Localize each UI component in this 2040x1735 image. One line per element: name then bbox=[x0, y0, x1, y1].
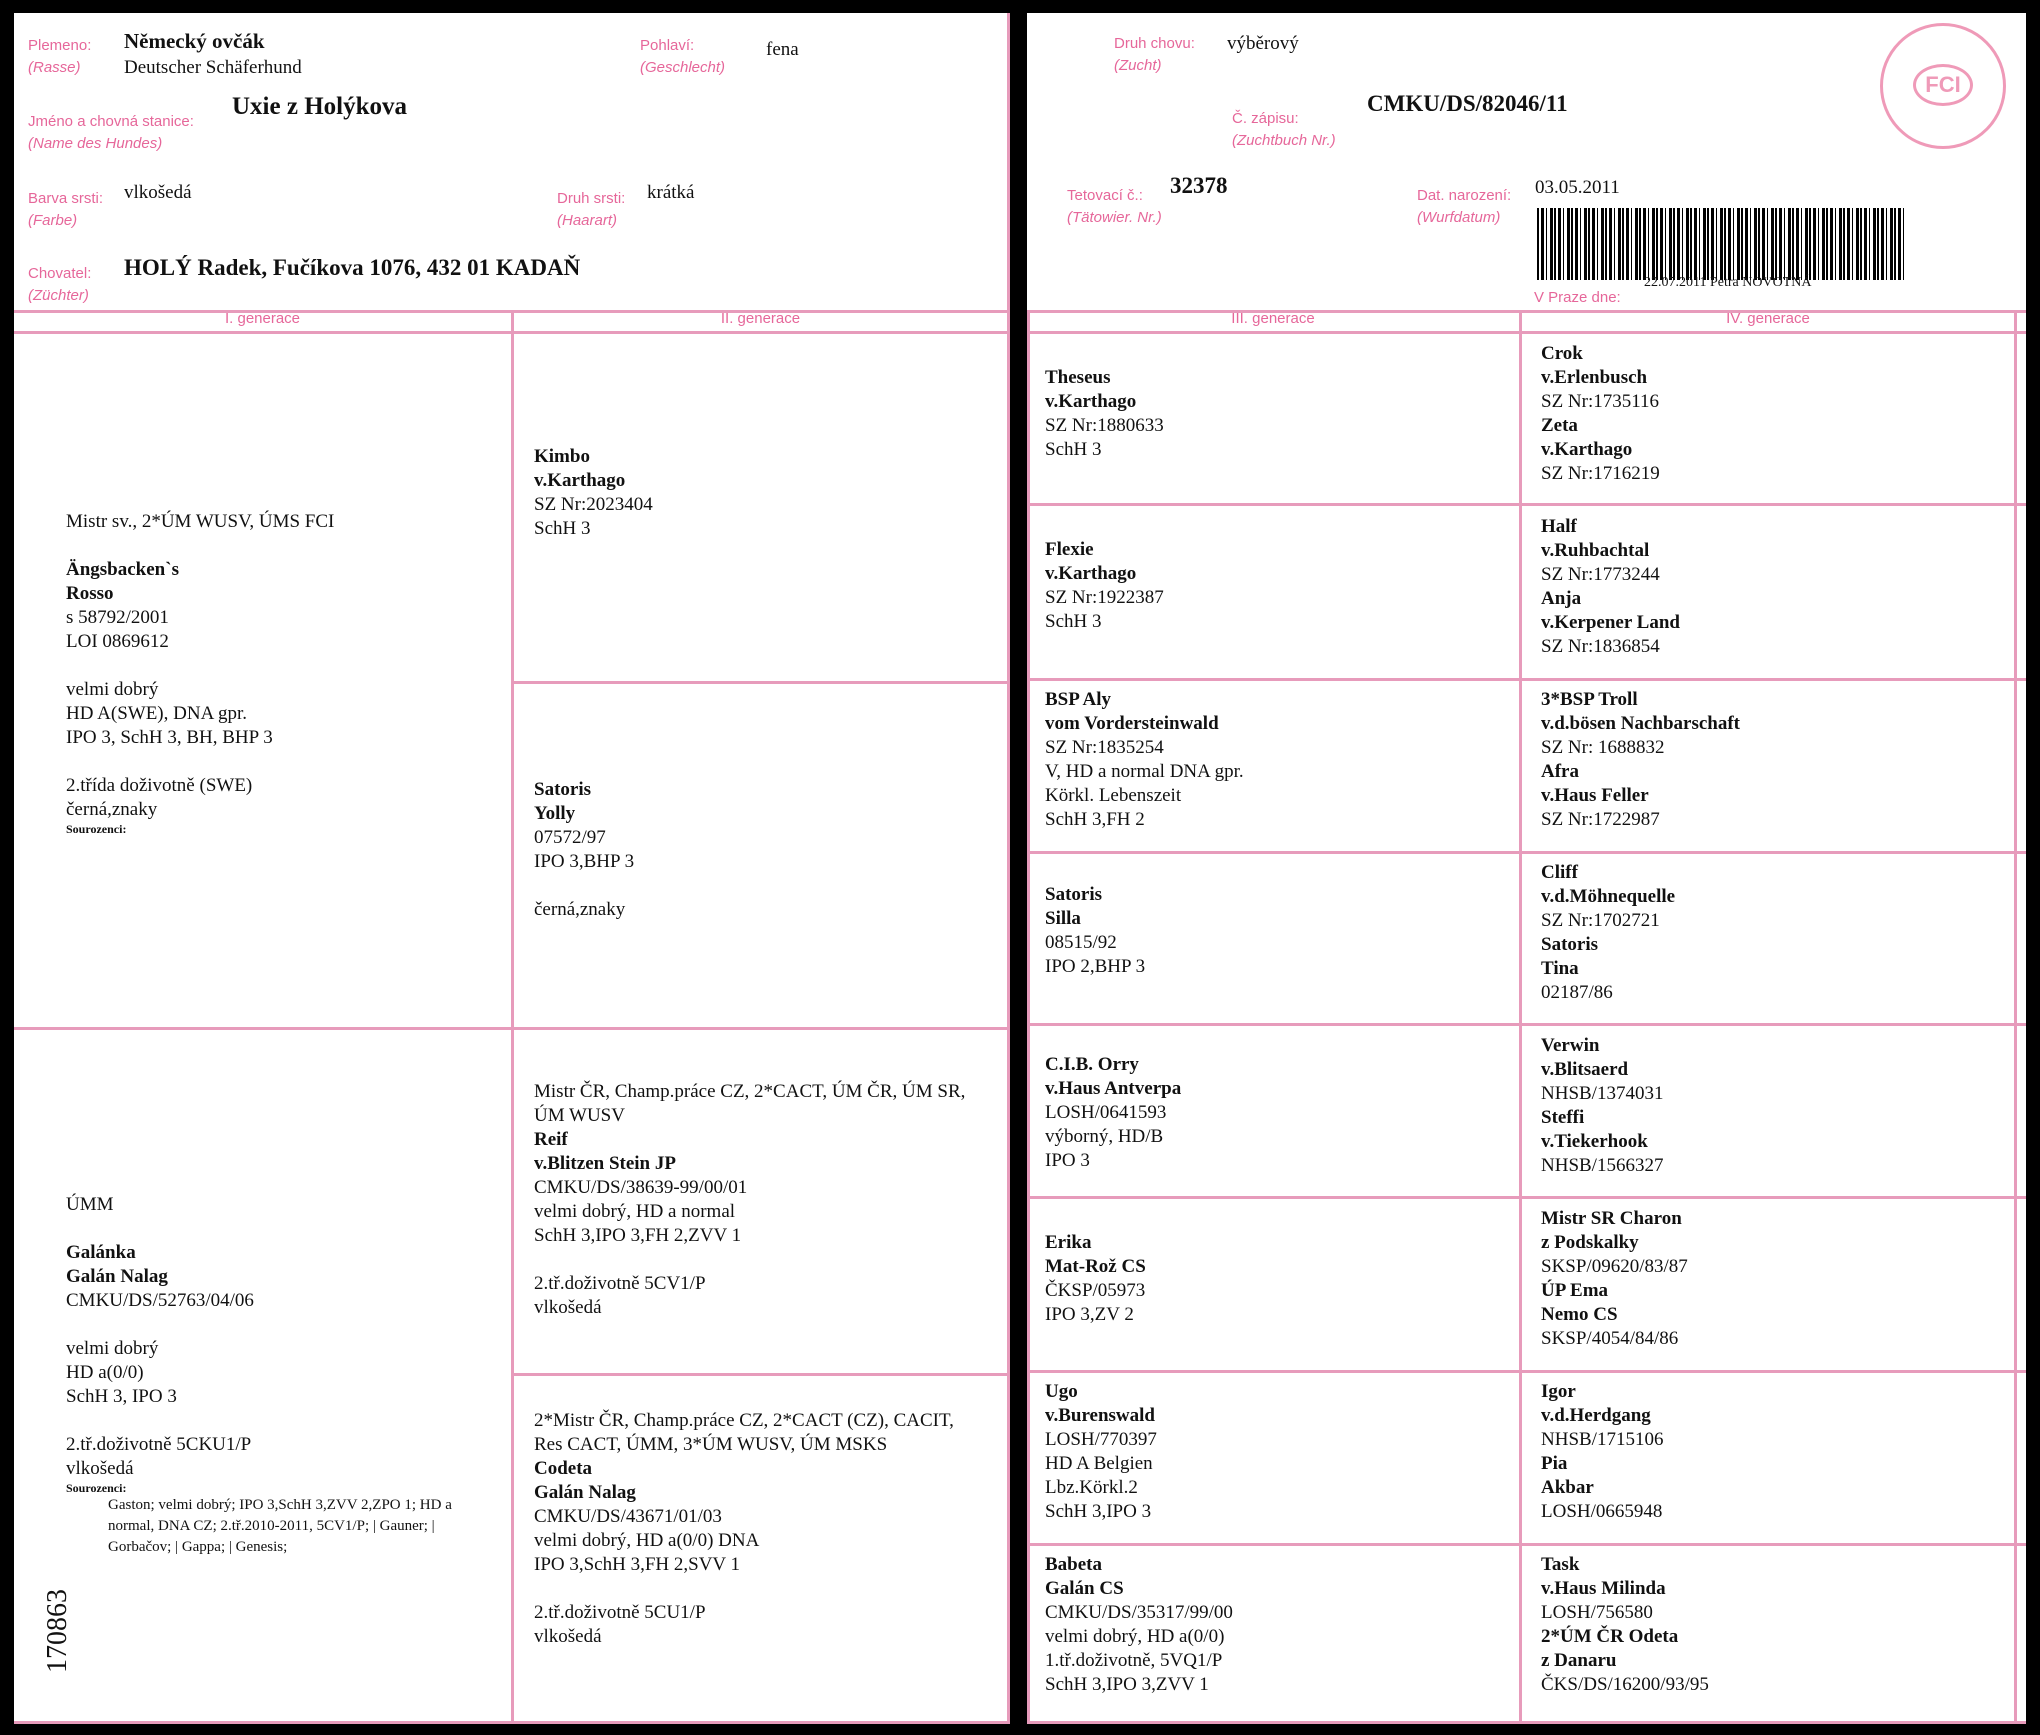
g2-line: 2.tř.doživotně 5CV1/P bbox=[534, 1273, 706, 1294]
g2-line: SchH 3 bbox=[534, 518, 591, 539]
g2-line: Yolly bbox=[534, 803, 576, 824]
registration-number: 170863 bbox=[42, 1589, 73, 1673]
jmeno-label: Jméno a chovná stanice: (Name des Hundes) bbox=[28, 113, 194, 152]
sire-title: Mistr sv., 2*ÚM WUSV, ÚMS FCI bbox=[66, 511, 335, 532]
g4-line: SZ Nr:1836854 bbox=[1541, 636, 1660, 657]
divider bbox=[1519, 310, 1522, 1724]
g3-line: Körkl. Lebenszeit bbox=[1045, 785, 1182, 806]
g3-line: LOSH/0641593 bbox=[1045, 1102, 1167, 1123]
pedigree-right-page bbox=[1027, 13, 2026, 1724]
g4-line: v.Haus Milinda bbox=[1541, 1578, 1666, 1599]
narozeni-label: Dat. narození: (Wurfdatum) bbox=[1417, 187, 1512, 226]
g3-line: SchH 3 bbox=[1045, 611, 1102, 632]
g4-line: v.Kerpener Land bbox=[1541, 612, 1680, 633]
g4-line: NHSB/1715106 bbox=[1541, 1429, 1664, 1450]
g3-line: SchH 3,FH 2 bbox=[1045, 809, 1145, 830]
g3-line: SchH 3,IPO 3,ZVV 1 bbox=[1045, 1674, 1209, 1695]
g4-line: LOSH/756580 bbox=[1541, 1602, 1653, 1623]
g4-line: Zeta bbox=[1541, 415, 1578, 436]
g4-line: NHSB/1374031 bbox=[1541, 1083, 1664, 1104]
gen-header-1: I. generace bbox=[224, 310, 301, 327]
g4-cell-3 bbox=[1541, 688, 2001, 832]
divider bbox=[1007, 13, 1010, 1724]
g2-line: velmi dobrý, HD a(0/0) DNA bbox=[534, 1530, 760, 1551]
sire-kennel: Ängsbacken`s bbox=[66, 559, 179, 580]
dog-name: Uxie z Holýkova bbox=[232, 93, 407, 120]
g2-line: vlkošedá bbox=[534, 1626, 602, 1647]
divider bbox=[1027, 503, 2026, 506]
g4-line: Afra bbox=[1541, 761, 1579, 782]
g4-line: SZ Nr:1773244 bbox=[1541, 564, 1660, 585]
g2-line: v.Blitzen Stein JP bbox=[534, 1153, 676, 1174]
breeding-type-value: výběrový bbox=[1227, 33, 1299, 54]
divider bbox=[1027, 1721, 2026, 1724]
g4-line: v.d.bösen Nachbarschaft bbox=[1541, 713, 1740, 734]
g4-line: Verwin bbox=[1541, 1035, 1600, 1056]
dam-kennel: Galánka bbox=[66, 1242, 136, 1263]
g4-line: LOSH/0665948 bbox=[1541, 1501, 1663, 1522]
color-value: vlkošedá bbox=[124, 182, 192, 203]
sire-cell bbox=[66, 510, 496, 836]
g3-line: v.Haus Antverpa bbox=[1045, 1078, 1182, 1099]
gen-header-4: IV. generace bbox=[1726, 310, 1810, 327]
g3-line: v.Karthago bbox=[1045, 391, 1137, 412]
g2-line: v.Karthago bbox=[534, 470, 626, 491]
g4-line: v.d.Herdgang bbox=[1541, 1405, 1651, 1426]
studbook-number: CMKU/DS/82046/11 bbox=[1367, 91, 1568, 116]
breeder-value: HOLÝ Radek, Fučíkova 1076, 432 01 KADAŇ bbox=[124, 255, 581, 280]
g3-cell-7 bbox=[1045, 1380, 1505, 1524]
g3-line: SchH 3,IPO 3 bbox=[1045, 1501, 1152, 1522]
dam-color: vlkošedá bbox=[66, 1458, 134, 1479]
chovatel-label: Chovatel: (Züchter) bbox=[28, 265, 92, 304]
g3-line: vom Vordersteinwald bbox=[1045, 713, 1219, 734]
g3-line: SZ Nr:1922387 bbox=[1045, 587, 1164, 608]
plemeno-label: Plemeno: (Rasse) bbox=[28, 37, 92, 76]
g3-line: Ugo bbox=[1045, 1381, 1078, 1402]
g4-line: ČKS/DS/16200/93/95 bbox=[1541, 1674, 1709, 1695]
g3-line: C.I.B. Orry bbox=[1045, 1054, 1139, 1075]
g2-line: SchH 3,IPO 3,FH 2,ZVV 1 bbox=[534, 1225, 742, 1246]
g4-line: v.Erlenbusch bbox=[1541, 367, 1648, 388]
g4-line: Steffi bbox=[1541, 1107, 1585, 1128]
sire-class: 2.třída doživotně (SWE) bbox=[66, 775, 253, 796]
g3-line: Satoris bbox=[1045, 884, 1102, 905]
druh-srsti-label: Druh srsti: (Haarart) bbox=[557, 190, 626, 229]
g4-line: Akbar bbox=[1541, 1477, 1594, 1498]
g4-cell-2 bbox=[1541, 515, 2001, 659]
g2-line: Kimbo bbox=[534, 446, 590, 467]
g2-line: vlkošedá bbox=[534, 1297, 602, 1318]
g2-line: IPO 3,BHP 3 bbox=[534, 851, 635, 872]
g4-line: SZ Nr: 1688832 bbox=[1541, 737, 1665, 758]
g4-line: 3*BSP Troll bbox=[1541, 689, 1638, 710]
g2-line: IPO 3,SchH 3,FH 2,SVV 1 bbox=[534, 1554, 741, 1575]
sire-grade: velmi dobrý bbox=[66, 679, 159, 700]
g4-line: Half bbox=[1541, 516, 1577, 537]
g2-line: 07572/97 bbox=[534, 827, 606, 848]
g4-line: Pia bbox=[1541, 1453, 1568, 1474]
g3-line: Lbz.Körkl.2 bbox=[1045, 1477, 1138, 1498]
siblings-label: Sourozenci: bbox=[66, 822, 127, 836]
g3-line: Mat-Rož CS bbox=[1045, 1256, 1146, 1277]
g4-line: Task bbox=[1541, 1554, 1580, 1575]
g4-line: Mistr SR Charon bbox=[1541, 1208, 1682, 1229]
g4-line: Igor bbox=[1541, 1381, 1576, 1402]
g3-line: ČKSP/05973 bbox=[1045, 1280, 1146, 1301]
g4-line: v.Blitsaerd bbox=[1541, 1059, 1629, 1080]
g2-line bbox=[534, 1577, 974, 1601]
g3-cell-3 bbox=[1045, 688, 1505, 832]
g2-line: 2.tř.doživotně 5CU1/P bbox=[534, 1602, 706, 1623]
g3-line: 1.tř.doživotně, 5VQ1/P bbox=[1045, 1650, 1223, 1671]
g3-line: v.Karthago bbox=[1045, 563, 1137, 584]
siblings-label: Sourozenci: bbox=[66, 1481, 127, 1495]
g2-line: Reif bbox=[534, 1129, 568, 1150]
breed-value-de: Deutscher Schäferhund bbox=[124, 57, 302, 78]
g3-cell-8 bbox=[1045, 1553, 1505, 1697]
divider bbox=[2014, 310, 2017, 1724]
g4-line: Nemo CS bbox=[1541, 1304, 1618, 1325]
g4-cell-7 bbox=[1541, 1380, 2001, 1524]
g4-line: SZ Nr:1735116 bbox=[1541, 391, 1660, 412]
g3-line: BSP Aly bbox=[1045, 689, 1111, 710]
g2-line bbox=[534, 874, 994, 898]
pohlavi-label: Pohlaví: (Geschlecht) bbox=[640, 37, 726, 76]
g2-cell-1 bbox=[534, 445, 994, 541]
g3-line: IPO 3,ZV 2 bbox=[1045, 1304, 1134, 1325]
g4-line: SZ Nr:1722987 bbox=[1541, 809, 1660, 830]
g3-line: výborný, HD/B bbox=[1045, 1126, 1164, 1147]
dam-reg: CMKU/DS/52763/04/06 bbox=[66, 1290, 254, 1311]
g3-line: CMKU/DS/35317/99/00 bbox=[1045, 1602, 1233, 1623]
g3-line: Erika bbox=[1045, 1232, 1092, 1253]
gen-header-2: II. generace bbox=[720, 310, 801, 327]
g3-line: Galán CS bbox=[1045, 1578, 1124, 1599]
fci-logo: FCI bbox=[1913, 64, 1973, 106]
g4-line: z Danaru bbox=[1541, 1650, 1617, 1671]
g3-cell-2 bbox=[1045, 538, 1505, 634]
tetovaci-label: Tetovací č.: (Tätowier. Nr.) bbox=[1067, 187, 1162, 226]
g3-line: IPO 3 bbox=[1045, 1150, 1090, 1171]
g2-line: SZ Nr:2023404 bbox=[534, 494, 653, 515]
sire-reg: s 58792/2001 bbox=[66, 607, 169, 628]
gen-header-3: III. generace bbox=[1231, 310, 1315, 327]
g3-line: Babeta bbox=[1045, 1554, 1102, 1575]
g3-line: SZ Nr:1835254 bbox=[1045, 737, 1164, 758]
g4-line: z Podskalky bbox=[1541, 1232, 1639, 1253]
g4-line: Anja bbox=[1541, 588, 1582, 609]
divider bbox=[511, 1373, 1010, 1376]
g3-line: IPO 2,BHP 3 bbox=[1045, 956, 1146, 977]
sex-value: fena bbox=[766, 39, 799, 60]
g4-line: Crok bbox=[1541, 343, 1583, 364]
g3-line: velmi dobrý, HD a(0/0) bbox=[1045, 1626, 1225, 1647]
dam-health: HD a(0/0) bbox=[66, 1362, 144, 1383]
g3-line: 08515/92 bbox=[1045, 932, 1117, 953]
g4-line: 2*ÚM ČR Odeta bbox=[1541, 1626, 1679, 1647]
druh-chovu-label: Druh chovu: (Zucht) bbox=[1114, 35, 1195, 74]
g4-line: Satoris bbox=[1541, 934, 1598, 955]
barva-label: Barva srsti: (Farbe) bbox=[28, 190, 104, 229]
g4-line: v.Tiekerhook bbox=[1541, 1131, 1648, 1152]
dam-cell bbox=[66, 1193, 496, 1558]
g3-cell-5 bbox=[1045, 1053, 1505, 1173]
coat-value: krátká bbox=[647, 182, 695, 203]
g4-cell-4 bbox=[1541, 861, 2001, 1005]
divider bbox=[1027, 1023, 2026, 1026]
dam-siblings: Gaston; velmi dobrý; IPO 3,SchH 3,ZVV 2,ZPO 1; HD a normal, DNA CZ; 2.tř.2010-2011, 5CV1/P; | Gauner; | Gorbačov; | Gappa; | Genesis; bbox=[108, 1497, 452, 1555]
g4-line: SZ Nr:1702721 bbox=[1541, 910, 1660, 931]
barcode bbox=[1537, 208, 1907, 280]
g2-line: Galán Nalag bbox=[534, 1482, 636, 1503]
dam-title: ÚMM bbox=[66, 1194, 114, 1215]
g4-cell-6 bbox=[1541, 1207, 2001, 1351]
divider bbox=[511, 310, 514, 1724]
g4-line: ÚP Ema bbox=[1541, 1280, 1609, 1301]
divider bbox=[1027, 1543, 2026, 1546]
fci-stamp bbox=[1880, 23, 2006, 149]
g4-cell-5 bbox=[1541, 1034, 2001, 1178]
g2-cell-4 bbox=[534, 1409, 974, 1649]
g2-line: CMKU/DS/43671/01/03 bbox=[534, 1506, 722, 1527]
g4-line: SKSP/09620/83/87 bbox=[1541, 1256, 1688, 1277]
g4-line: 02187/86 bbox=[1541, 982, 1613, 1003]
g4-cell-8 bbox=[1541, 1553, 2001, 1697]
g3-line: Flexie bbox=[1045, 539, 1094, 560]
divider bbox=[1027, 678, 2026, 681]
g3-line: Silla bbox=[1045, 908, 1081, 929]
g4-cell-1 bbox=[1541, 342, 2001, 486]
dam-name: Galán Nalag bbox=[66, 1266, 168, 1287]
g4-line: SKSP/4054/84/86 bbox=[1541, 1328, 1679, 1349]
g3-line: SchH 3 bbox=[1045, 439, 1102, 460]
g3-line: v.Burenswald bbox=[1045, 1405, 1155, 1426]
g4-line: Cliff bbox=[1541, 862, 1578, 883]
g4-line: SZ Nr:1716219 bbox=[1541, 463, 1660, 484]
g3-cell-6 bbox=[1045, 1231, 1505, 1327]
g3-line: LOSH/770397 bbox=[1045, 1429, 1157, 1450]
g2-cell-2 bbox=[534, 778, 994, 922]
dam-class: 2.tř.doživotně 5CKU1/P bbox=[66, 1434, 252, 1455]
g2-cell-3 bbox=[534, 1080, 974, 1320]
g3-line: Theseus bbox=[1045, 367, 1111, 388]
g3-line: SZ Nr:1880633 bbox=[1045, 415, 1164, 436]
divider bbox=[511, 681, 1010, 684]
breed-value: Německý ovčák bbox=[124, 29, 265, 53]
dam-exams: SchH 3, IPO 3 bbox=[66, 1386, 177, 1407]
zapis-label: Č. zápisu: (Zuchtbuch Nr.) bbox=[1232, 110, 1336, 149]
g2-line bbox=[534, 1248, 974, 1272]
sire-reg: LOI 0869612 bbox=[66, 631, 169, 652]
sire-exams: IPO 3, SchH 3, BH, BHP 3 bbox=[66, 727, 273, 748]
divider bbox=[1027, 310, 1030, 1724]
birth-date: 03.05.2011 bbox=[1535, 177, 1620, 198]
divider bbox=[1027, 1196, 2026, 1199]
g3-cell-4 bbox=[1045, 883, 1505, 979]
g2-line: Satoris bbox=[534, 779, 591, 800]
g4-line: v.d.Möhnequelle bbox=[1541, 886, 1676, 907]
tattoo-number: 32378 bbox=[1170, 173, 1228, 198]
g2-line: 2*Mistr ČR, Champ.práce CZ, 2*CACT (CZ), CACIT, Res CACT, ÚMM, 3*ÚM WUSV, ÚM MSKS bbox=[534, 1410, 954, 1455]
g4-line: Tina bbox=[1541, 958, 1579, 979]
g4-line: NHSB/1566327 bbox=[1541, 1155, 1664, 1176]
g4-line: v.Ruhbachtal bbox=[1541, 540, 1650, 561]
divider bbox=[1027, 851, 2026, 854]
dam-grade: velmi dobrý bbox=[66, 1338, 159, 1359]
sire-health: HD A(SWE), DNA gpr. bbox=[66, 703, 248, 724]
g4-line: v.Haus Feller bbox=[1541, 785, 1649, 806]
g2-line: CMKU/DS/38639-99/00/01 bbox=[534, 1177, 748, 1198]
sire-name: Rosso bbox=[66, 583, 114, 604]
g4-line: v.Karthago bbox=[1541, 439, 1633, 460]
g2-line: Codeta bbox=[534, 1458, 593, 1479]
praha-label: V Praze dne: bbox=[1534, 289, 1621, 306]
sire-color: černá,znaky bbox=[66, 799, 158, 820]
g3-line: V, HD a normal DNA gpr. bbox=[1045, 761, 1244, 782]
g2-line: Mistr ČR, Champ.práce CZ, 2*CACT, ÚM ČR, ÚM SR, ÚM WUSV bbox=[534, 1081, 966, 1126]
g2-line: černá,znaky bbox=[534, 899, 626, 920]
g2-line: velmi dobrý, HD a normal bbox=[534, 1201, 736, 1222]
issue-date-signature: 22.07.2011 Petra NOVOTNÁ bbox=[1644, 275, 1812, 290]
g3-line: HD A Belgien bbox=[1045, 1453, 1153, 1474]
divider bbox=[1027, 1370, 2026, 1373]
g3-cell-1 bbox=[1045, 366, 1505, 462]
pedigree-left-page bbox=[14, 13, 1010, 1724]
